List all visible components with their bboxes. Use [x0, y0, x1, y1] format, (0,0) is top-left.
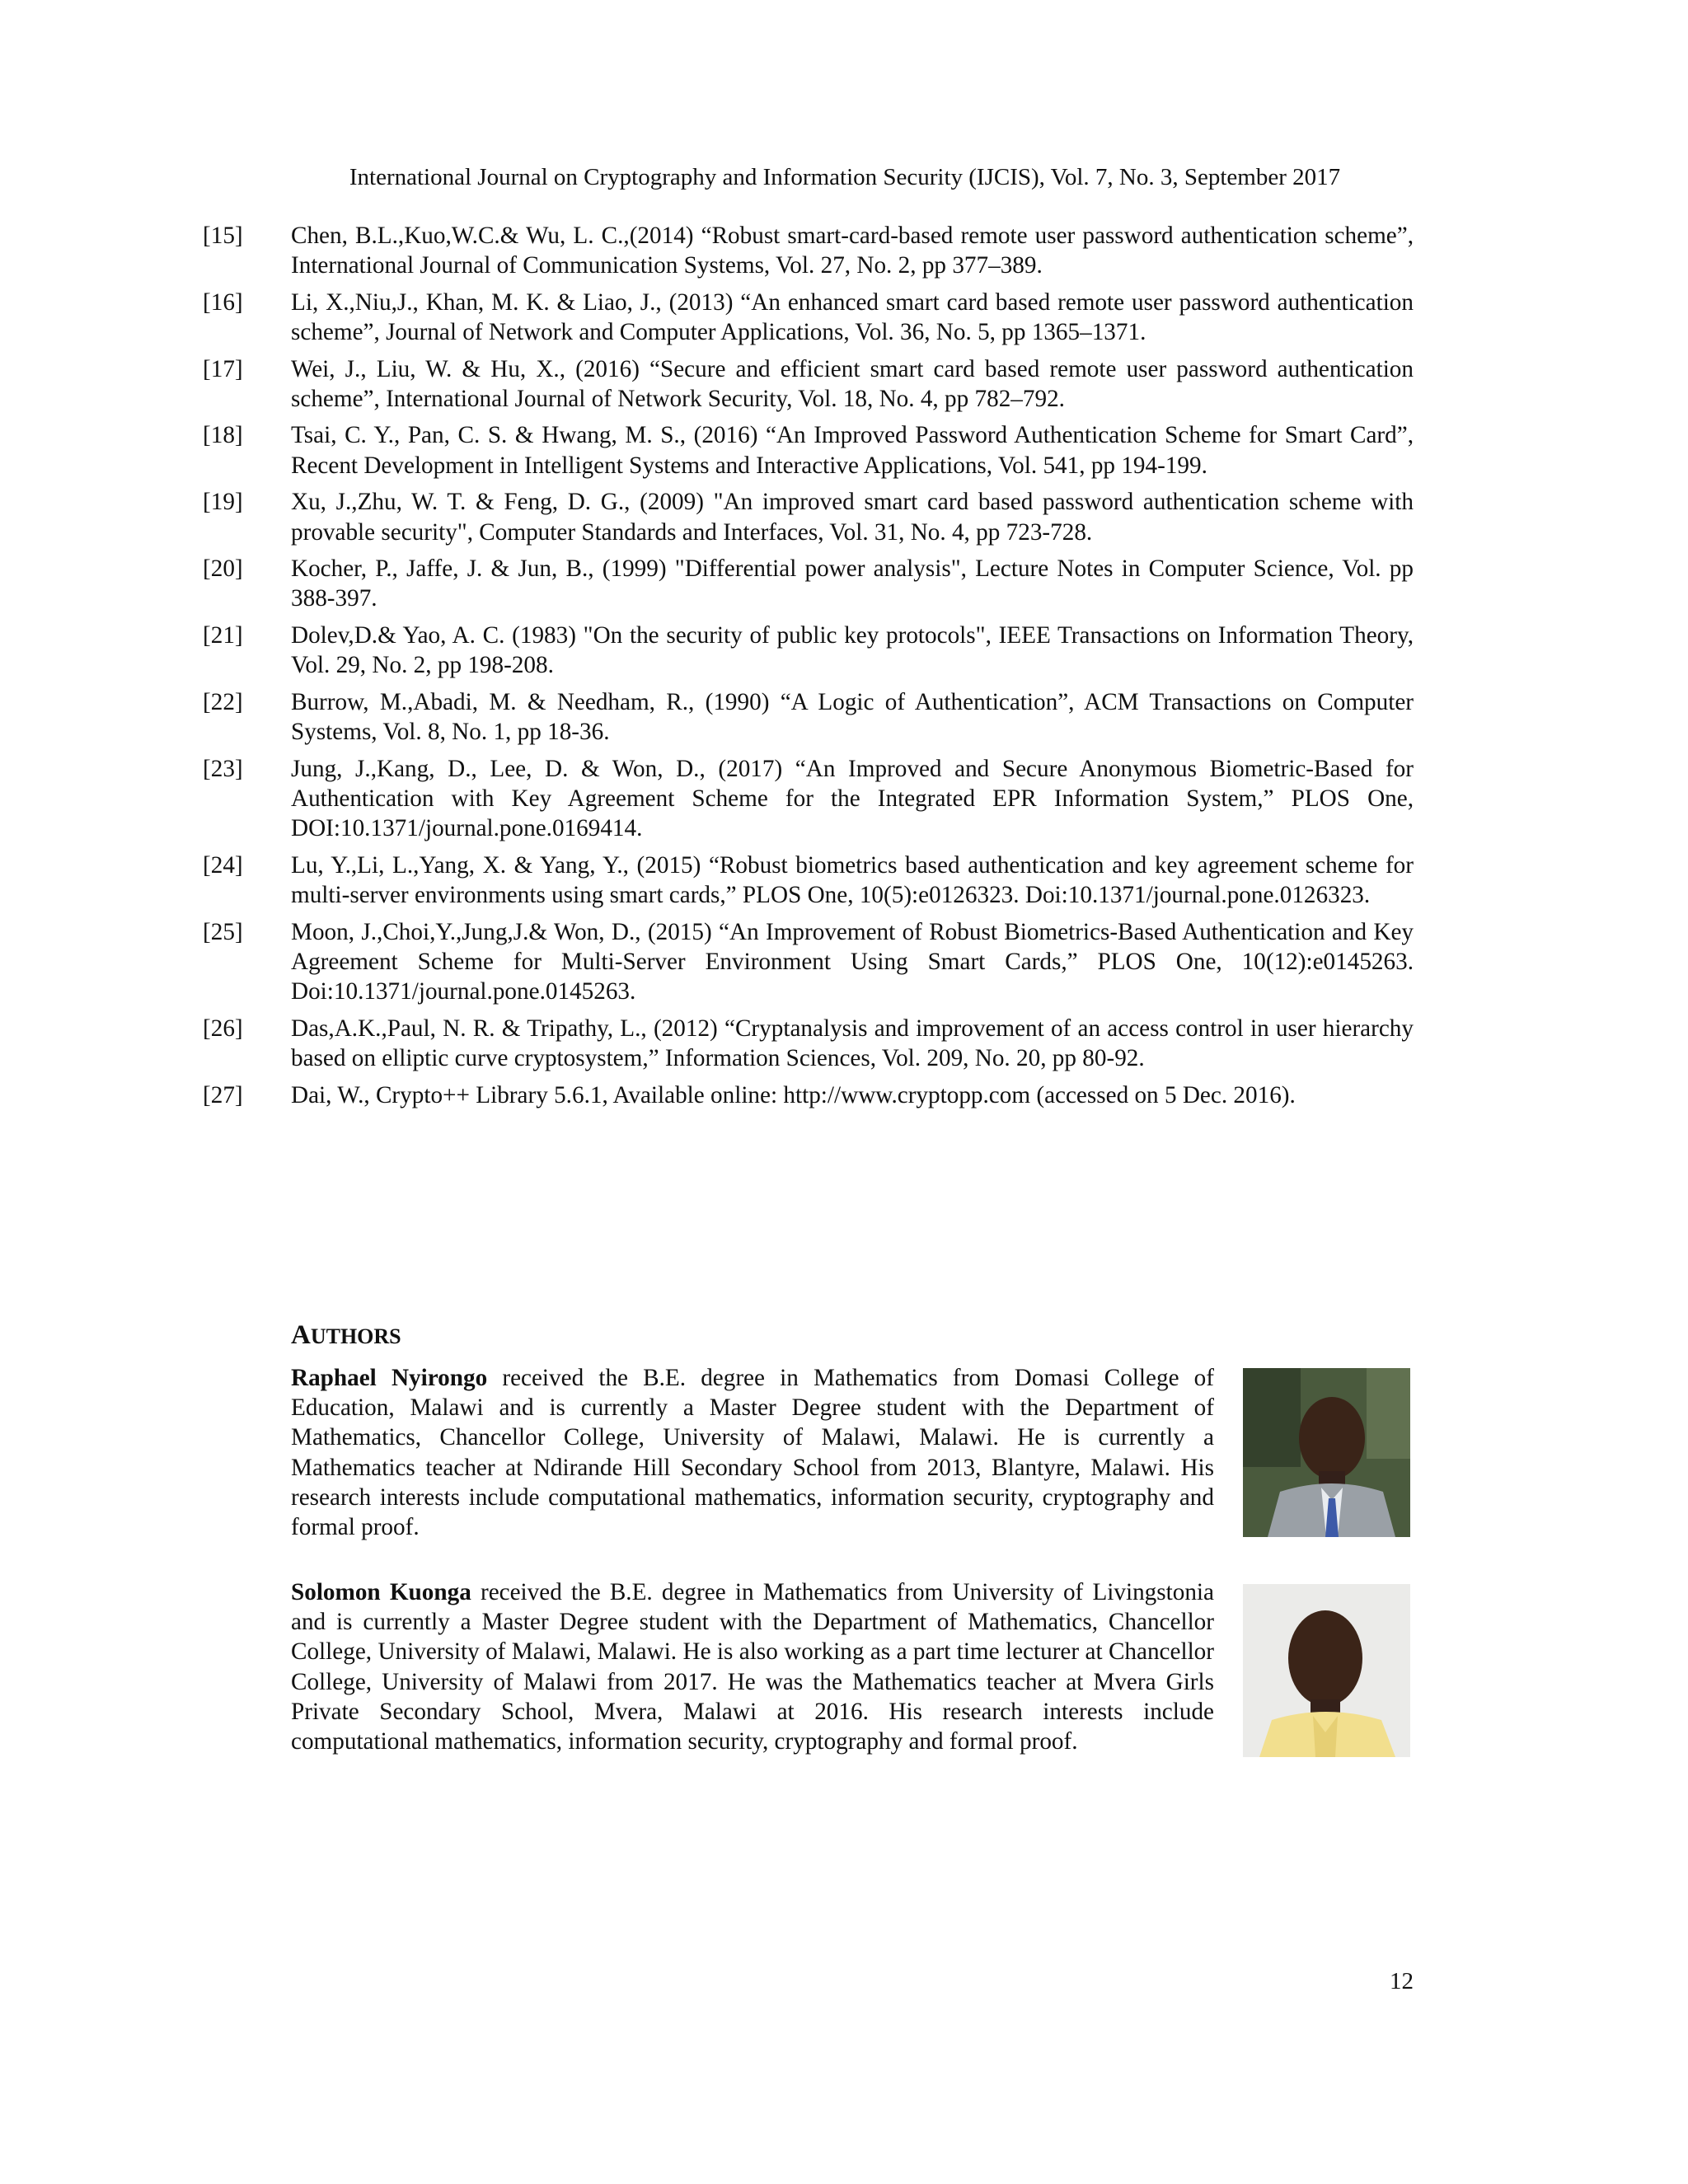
reference-text: Dai, W., Crypto++ Library 5.6.1, Available online: http://www.cryptopp.com (accessed on 5 Dec. 2016).: [291, 1081, 1296, 1108]
reference-item: [203, 554, 1414, 614]
reference-text: Chen, B.L.,Kuo,W.C.& Wu, L. C.,(2014) “Robust smart-card-based remote user password authentication scheme”, International Journal of Communication Systems, Vol. 27, No. 2, pp 377–389.: [291, 223, 1414, 279]
reference-number: [19]: [203, 489, 243, 516]
reference-number: [21]: [203, 621, 243, 649]
authors-heading-rest: UTHORS: [310, 1324, 401, 1348]
reference-number: [20]: [203, 555, 243, 583]
reference-number: [24]: [203, 851, 243, 879]
reference-text: Wei, J., Liu, W. & Hu, X., (2016) “Secure and efficient smart card based remote user password authentication scheme”, International Journal of Network Security, Vol. 18, No. 4, pp 782–792.: [291, 355, 1414, 413]
reference-number: [16]: [203, 288, 243, 316]
reference-text: Li, X.,Niu,J., Khan, M. K. & Liao, J., (2013) “An enhanced smart card based remote user password authentication scheme”, Journal of Network and Computer Applications, Vol. 36, No. 5, pp 1365–1371.: [291, 288, 1414, 346]
reference-item: [203, 1080, 1414, 1110]
reference-text: Dolev,D.& Yao, A. C. (1983) "On the security of public key protocols", IEEE Transactions on Information Theory, Vol. 29, No. 2, pp 198-208.: [291, 621, 1414, 679]
reference-text: Burrow, M.,Abadi, M. & Needham, R., (1990) “A Logic of Authentication”, ACM Transactions on Computer Systems, Vol. 8, No. 1, pp 18-36.: [291, 688, 1414, 746]
author-bio-text: received the B.E. degree in Mathematics from University of Livingstonia and is currently a Master Degree student with the Department of Mathematics, Chancellor College, University of Malawi, Malawi. He is also working as a part time lecturer at Chancellor College, University of Malawi from 2017. He was the Mathematics teacher at Mvera Girls Private Secondary School, Mvera, Malawi at 2016. His research interests include computational mathematics, information security, cryptography and formal proof.: [291, 1579, 1214, 1755]
author-portrait-image: [1243, 1368, 1410, 1537]
reference-number: [27]: [203, 1081, 243, 1108]
reference-item: [203, 754, 1414, 844]
reference-number: [26]: [203, 1015, 243, 1042]
reference-item: [203, 221, 1414, 281]
reference-text: Kocher, P., Jaffe, J. & Jun, B., (1999) "Differential power analysis", Lecture Notes in Computer Science, Vol. pp 388-397.: [291, 555, 1414, 612]
reference-number: [23]: [203, 755, 243, 782]
author-bio: [291, 1363, 1214, 1542]
reference-text: Das,A.K.,Paul, N. R. & Tripathy, L., (2012) “Cryptanalysis and improvement of an access control in user hierarchy based on elliptic curve cryptosystem,” Information Sciences, Vol. 209, No. 20, pp 80-92.: [291, 1015, 1414, 1072]
reference-item: [203, 288, 1414, 348]
reference-text: Moon, J.,Choi,Y.,Jung,J.& Won, D., (2015) “An Improvement of Robust Biometrics-Based Authentication and Key Agreement Scheme for Multi-Server Environment Using Smart Cards,” PLOS One, 10(12):e0145263. Doi:10.1371/journal.pone.0145263.: [291, 918, 1414, 1005]
reference-number: [25]: [203, 918, 243, 945]
reference-item: [203, 354, 1414, 415]
running-header: International Journal on Cryptography and Information Security (IJCIS), Vol. 7, No. 3, September 2017: [349, 164, 1341, 190]
reference-item: [203, 687, 1414, 748]
reference-item: [203, 621, 1414, 681]
author-photo: [1243, 1584, 1410, 1757]
reference-number: [22]: [203, 688, 243, 715]
reference-item: [203, 851, 1414, 911]
author-bio: [291, 1577, 1214, 1756]
page-number: 12: [1390, 1968, 1414, 1994]
reference-number: [15]: [203, 223, 243, 249]
reference-text: Lu, Y.,Li, L.,Yang, X. & Yang, Y., (2015) “Robust biometrics based authentication and key agreement scheme for multi-server environments using smart cards,” PLOS One, 10(5):e0126323. Doi:10.1371/journal.pone.0126323.: [291, 851, 1414, 909]
author-portrait-image: [1243, 1584, 1410, 1757]
author-photo: [1243, 1368, 1410, 1537]
reference-text: Tsai, C. Y., Pan, C. S. & Hwang, M. S., (2016) “An Improved Password Authentication Scheme for Smart Card”, Recent Development in Intelligent Systems and Interactive Applications, Vol. 541, pp 194-199.: [291, 422, 1414, 479]
author-name: Solomon Kuonga: [291, 1579, 471, 1605]
reference-number: [17]: [203, 355, 243, 382]
authors-heading-initial: A: [291, 1320, 311, 1350]
author-name: Raphael Nyirongo: [291, 1365, 488, 1391]
reference-number: [18]: [203, 422, 243, 449]
authors-heading: [291, 1319, 401, 1353]
reference-text: Jung, J.,Kang, D., Lee, D. & Won, D., (2017) “An Improved and Secure Anonymous Biometric-Based for Authentication with Key Agreement Scheme for the Integrated EPR Information System,” PLOS One, DOI:10.1371/journal.pone.0169414.: [291, 755, 1414, 842]
reference-item: [203, 917, 1414, 1007]
reference-list: [203, 221, 1414, 1117]
reference-item: [203, 487, 1414, 547]
reference-item: [203, 1014, 1414, 1074]
reference-text: Xu, J.,Zhu, W. T. & Feng, D. G., (2009) "An improved smart card based password authentication scheme with provable security", Computer Standards and Interfaces, Vol. 31, No. 4, pp 723-728.: [291, 489, 1414, 546]
reference-item: [203, 420, 1414, 480]
author-bio-text: received the B.E. degree in Mathematics from Domasi College of Education, Malawi and is currently a Master Degree student with the Department of Mathematics, Chancellor College, University of Malawi, Malawi. He is currently a Mathematics teacher at Ndirande Hill Secondary School from 2013, Blantyre, Malawi. His research interests include computational mathematics, information security, cryptography and formal proof.: [291, 1365, 1214, 1541]
